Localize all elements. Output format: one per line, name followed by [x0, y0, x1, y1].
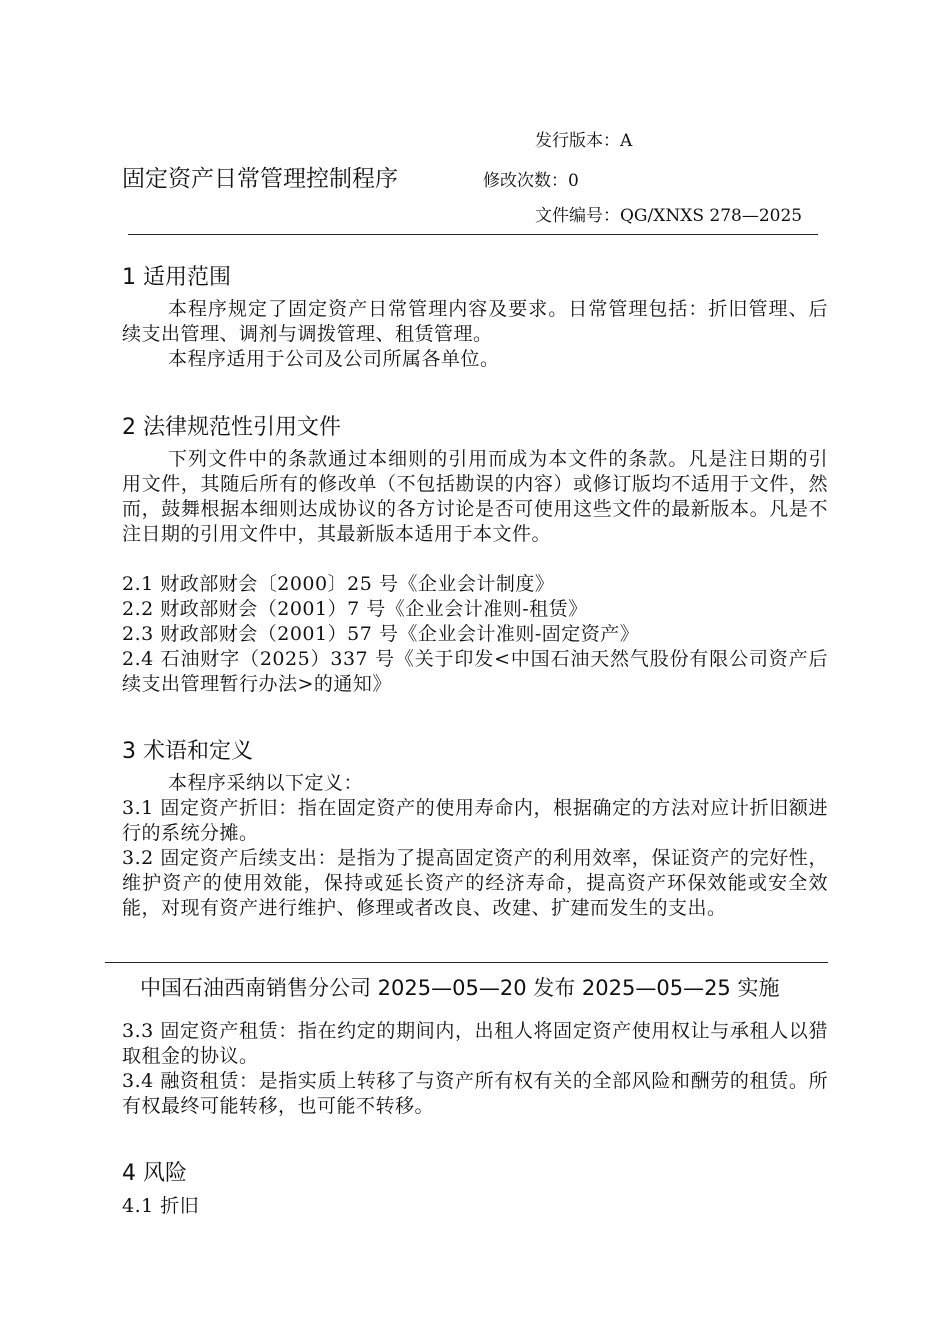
document-title: 固定资产日常管理控制程序: [122, 166, 398, 192]
version-label: 发行版本：A: [535, 131, 633, 151]
section-heading-2: 2 法律规范性引用文件: [122, 415, 341, 440]
list-item: 4.1 折旧: [122, 1195, 200, 1217]
list-item: 3.2 固定资产后续支出：是指为了提高固定资产的利用效率，保证资产的完好性，维护资产的使用效能，保持或延长资产的经济寿命，提高资产环保效能或安全效能，对现有资产进行维护、修理或者改良、改建、扩建而发生的支出。: [122, 847, 828, 919]
section-1-paragraph-1: 本程序规定了固定资产日常管理内容及要求。日常管理包括：折旧管理、后续支出管理、调剂与调拨管理、租赁管理。: [122, 298, 828, 345]
list-item: 3.4 融资租赁：是指实质上转移了与资产所有权有关的全部风险和酬劳的租赁。所有权最终可能转移，也可能不转移。: [122, 1070, 828, 1117]
list-item: 2.4 石油财字（2025）337 号《关于印发<中国石油天然气股份有限公司资产后续支出管理暂行办法>的通知》: [122, 648, 828, 695]
list-item: 2.1 财政部财会〔2000〕25 号《企业会计制度》: [122, 573, 555, 595]
section-heading-3: 3 术语和定义: [122, 739, 253, 764]
footer-divider: [105, 962, 828, 963]
section-heading-4: 4 风险: [122, 1161, 187, 1186]
header-divider: [128, 234, 818, 235]
list-item: 3.3 固定资产租赁：指在约定的期间内，出租人将固定资产使用权让与承租人以猎取租金的协议。: [122, 1020, 828, 1067]
list-item: 3.1 固定资产折旧：指在固定资产的使用寿命内，根据确定的方法对应计折旧额进行的系统分摊。: [122, 797, 828, 844]
section-heading-1: 1 适用范围: [122, 265, 231, 290]
list-item: 2.2 财政部财会（2001）7 号《企业会计准则-租赁》: [122, 598, 588, 620]
list-item: 2.3 财政部财会（2001）57 号《企业会计准则-固定资产》: [122, 623, 640, 645]
revision-label: 修改次数：0: [483, 171, 579, 191]
footer-publish-info: 中国石油西南销售分公司 2025—05—20 发布 2025—05—25 实施: [140, 976, 780, 1000]
section-3-intro: 本程序采纳以下定义：: [168, 772, 364, 794]
section-2-paragraph-1: 下列文件中的条款通过本细则的引用而成为本文件的条款。凡是注日期的引用文件，其随后所有的修改单（不包括勘误的内容）或修订版均不适用于文件，然而，鼓舞根据本细则达成协议的各方讨论是否可使用这些文件的最新版本。凡是不注日期的引用文件中，其最新版本适用于本文件。: [122, 448, 828, 545]
section-1-paragraph-2: 本程序适用于公司及公司所属各单位。: [168, 348, 500, 370]
doc-number-label: 文件编号：QG/XNXS 278—2025: [535, 206, 803, 226]
